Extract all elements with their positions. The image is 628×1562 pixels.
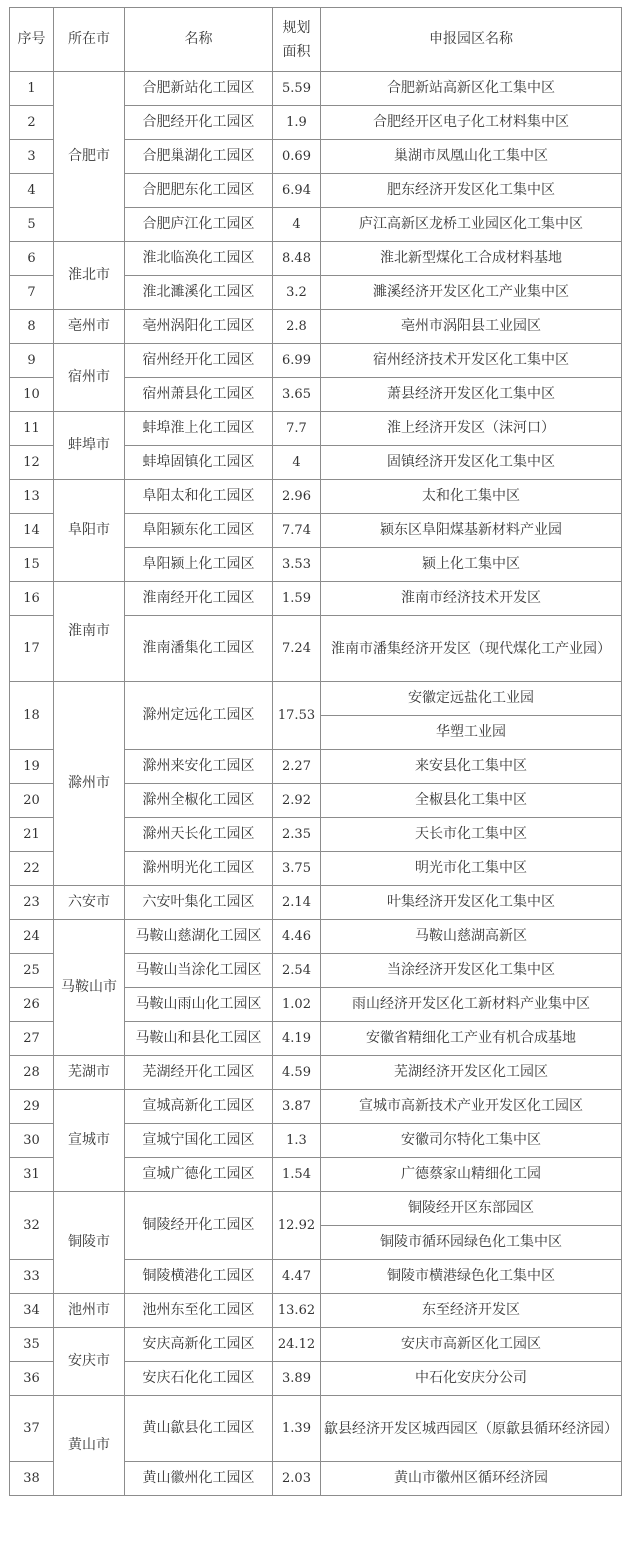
cell-seq: 23 (10, 886, 54, 920)
cell-declared: 太和化工集中区 (321, 480, 622, 514)
cell-seq: 22 (10, 852, 54, 886)
cell-declared: 当涂经济开发区化工集中区 (321, 954, 622, 988)
cell-seq: 29 (10, 1090, 54, 1124)
cell-city: 芜湖市 (54, 1056, 125, 1090)
chemical-park-table (9, 7, 622, 1496)
table-row (10, 1396, 622, 1462)
cell-seq: 16 (10, 582, 54, 616)
cell-declared: 全椒县化工集中区 (321, 784, 622, 818)
cell-name: 宣城高新化工园区 (125, 1090, 273, 1124)
cell-seq: 4 (10, 174, 54, 208)
cell-declared: 黄山市徽州区循环经济园 (321, 1462, 622, 1496)
cell-declared: 合肥经开区电子化工材料集中区 (321, 106, 622, 140)
cell-seq: 30 (10, 1124, 54, 1158)
table-row (10, 310, 622, 344)
cell-declared: 东至经济开发区 (321, 1294, 622, 1328)
cell-area: 7.74 (273, 514, 321, 548)
cell-seq: 11 (10, 412, 54, 446)
cell-name: 宣城宁国化工园区 (125, 1124, 273, 1158)
cell-name: 芜湖经开化工园区 (125, 1056, 273, 1090)
cell-declared: 华塑工业园 (321, 716, 622, 750)
cell-seq: 3 (10, 140, 54, 174)
cell-declared: 宣城市高新技术产业开发区化工园区 (321, 1090, 622, 1124)
cell-name: 马鞍山和县化工园区 (125, 1022, 273, 1056)
cell-declared: 合肥新站高新区化工集中区 (321, 72, 622, 106)
cell-declared: 明光市化工集中区 (321, 852, 622, 886)
cell-area: 3.2 (273, 276, 321, 310)
cell-name: 阜阳颍东化工园区 (125, 514, 273, 548)
cell-name: 黄山歙县化工园区 (125, 1396, 273, 1462)
cell-name: 合肥经开化工园区 (125, 106, 273, 140)
cell-area: 4 (273, 446, 321, 480)
cell-seq: 38 (10, 1462, 54, 1496)
cell-name: 淮南经开化工园区 (125, 582, 273, 616)
cell-declared: 固镇经济开发区化工集中区 (321, 446, 622, 480)
cell-name: 滁州明光化工园区 (125, 852, 273, 886)
cell-declared: 天长市化工集中区 (321, 818, 622, 852)
cell-area: 3.75 (273, 852, 321, 886)
table-row (10, 1192, 622, 1226)
table-row (10, 72, 622, 106)
cell-area: 1.9 (273, 106, 321, 140)
cell-seq: 5 (10, 208, 54, 242)
cell-area: 1.59 (273, 582, 321, 616)
cell-name: 淮南潘集化工园区 (125, 616, 273, 682)
cell-seq: 17 (10, 616, 54, 682)
cell-area: 7.24 (273, 616, 321, 682)
cell-declared: 叶集经济开发区化工集中区 (321, 886, 622, 920)
cell-declared: 宿州经济技术开发区化工集中区 (321, 344, 622, 378)
table-row (10, 886, 622, 920)
cell-declared: 萧县经济开发区化工集中区 (321, 378, 622, 412)
cell-declared: 安徽定远盐化工业园 (321, 682, 622, 716)
cell-seq: 31 (10, 1158, 54, 1192)
header-area (273, 8, 321, 72)
cell-seq: 32 (10, 1192, 54, 1260)
cell-seq: 2 (10, 106, 54, 140)
cell-name: 安庆石化化工园区 (125, 1362, 273, 1396)
cell-declared: 淮南市经济技术开发区 (321, 582, 622, 616)
cell-seq: 37 (10, 1396, 54, 1462)
cell-area: 2.8 (273, 310, 321, 344)
cell-declared: 巢湖市凤凰山化工集中区 (321, 140, 622, 174)
cell-city: 滁州市 (54, 682, 125, 886)
cell-name: 蚌埠淮上化工园区 (125, 412, 273, 446)
cell-seq: 21 (10, 818, 54, 852)
cell-seq: 1 (10, 72, 54, 106)
cell-declared: 安庆市高新区化工园区 (321, 1328, 622, 1362)
cell-name: 阜阳太和化工园区 (125, 480, 273, 514)
cell-name: 滁州天长化工园区 (125, 818, 273, 852)
table-row (10, 242, 622, 276)
cell-area: 1.39 (273, 1396, 321, 1462)
cell-declared: 肥东经济开发区化工集中区 (321, 174, 622, 208)
table-row (10, 344, 622, 378)
cell-name: 合肥巢湖化工园区 (125, 140, 273, 174)
cell-name: 亳州涡阳化工园区 (125, 310, 273, 344)
table-row (10, 920, 622, 954)
cell-city: 淮南市 (54, 582, 125, 682)
header-area-line2: 面积 (282, 43, 311, 60)
cell-city: 六安市 (54, 886, 125, 920)
header-city: 所在市 (54, 8, 125, 72)
cell-seq: 19 (10, 750, 54, 784)
cell-seq: 33 (10, 1260, 54, 1294)
cell-city: 铜陵市 (54, 1192, 125, 1294)
cell-area: 13.62 (273, 1294, 321, 1328)
cell-name: 宣城广德化工园区 (125, 1158, 273, 1192)
cell-area: 3.53 (273, 548, 321, 582)
cell-seq: 12 (10, 446, 54, 480)
cell-area: 5.59 (273, 72, 321, 106)
cell-name: 淮北临涣化工园区 (125, 242, 273, 276)
cell-area: 1.02 (273, 988, 321, 1022)
cell-declared: 淮北新型煤化工合成材料基地 (321, 242, 622, 276)
cell-area: 1.54 (273, 1158, 321, 1192)
cell-area: 2.14 (273, 886, 321, 920)
cell-area: 8.48 (273, 242, 321, 276)
cell-area: 6.94 (273, 174, 321, 208)
cell-seq: 20 (10, 784, 54, 818)
cell-declared: 濉溪经济开发区化工产业集中区 (321, 276, 622, 310)
table-row (10, 582, 622, 616)
cell-name: 六安叶集化工园区 (125, 886, 273, 920)
cell-city: 黄山市 (54, 1396, 125, 1496)
header-declared: 申报园区名称 (321, 8, 622, 72)
cell-city: 马鞍山市 (54, 920, 125, 1056)
cell-seq: 10 (10, 378, 54, 412)
cell-declared: 广德蔡家山精细化工园 (321, 1158, 622, 1192)
cell-declared: 淮南市潘集经济开发区（现代煤化工产业园） (321, 616, 622, 682)
table-row (10, 1090, 622, 1124)
cell-seq: 27 (10, 1022, 54, 1056)
cell-name: 宿州萧县化工园区 (125, 378, 273, 412)
cell-declared: 铜陵经开区东部园区 (321, 1192, 622, 1226)
cell-seq: 9 (10, 344, 54, 378)
cell-seq: 26 (10, 988, 54, 1022)
cell-area: 24.12 (273, 1328, 321, 1362)
cell-city: 亳州市 (54, 310, 125, 344)
cell-city: 宣城市 (54, 1090, 125, 1192)
cell-name: 马鞍山当涂化工园区 (125, 954, 273, 988)
cell-area: 3.89 (273, 1362, 321, 1396)
cell-seq: 7 (10, 276, 54, 310)
cell-area: 2.35 (273, 818, 321, 852)
cell-area: 2.03 (273, 1462, 321, 1496)
table-row (10, 412, 622, 446)
cell-name: 滁州来安化工园区 (125, 750, 273, 784)
cell-declared: 铜陵市横港绿色化工集中区 (321, 1260, 622, 1294)
header-seq: 序号 (10, 8, 54, 72)
cell-seq: 18 (10, 682, 54, 750)
cell-city: 宿州市 (54, 344, 125, 412)
cell-area: 4.47 (273, 1260, 321, 1294)
cell-seq: 35 (10, 1328, 54, 1362)
cell-area: 7.7 (273, 412, 321, 446)
cell-declared: 中石化安庆分公司 (321, 1362, 622, 1396)
cell-area: 6.99 (273, 344, 321, 378)
cell-declared: 颍东区阜阳煤基新材料产业园 (321, 514, 622, 548)
cell-name: 铜陵横港化工园区 (125, 1260, 273, 1294)
table-row (10, 682, 622, 716)
cell-seq: 34 (10, 1294, 54, 1328)
cell-seq: 15 (10, 548, 54, 582)
cell-area: 4.59 (273, 1056, 321, 1090)
cell-name: 黄山徽州化工园区 (125, 1462, 273, 1496)
cell-area: 3.87 (273, 1090, 321, 1124)
cell-name: 马鞍山慈湖化工园区 (125, 920, 273, 954)
cell-area: 0.69 (273, 140, 321, 174)
cell-seq: 14 (10, 514, 54, 548)
cell-area: 3.65 (273, 378, 321, 412)
table-body (10, 8, 622, 1496)
table-row (10, 1294, 622, 1328)
cell-name: 宿州经开化工园区 (125, 344, 273, 378)
cell-area: 2.92 (273, 784, 321, 818)
cell-name: 池州东至化工园区 (125, 1294, 273, 1328)
cell-area: 4 (273, 208, 321, 242)
cell-declared: 马鞍山慈湖高新区 (321, 920, 622, 954)
cell-declared: 歙县经济开发区城西园区（原歙县循环经济园） (321, 1396, 622, 1462)
cell-area: 2.27 (273, 750, 321, 784)
cell-seq: 8 (10, 310, 54, 344)
cell-name: 合肥新站化工园区 (125, 72, 273, 106)
cell-name: 滁州全椒化工园区 (125, 784, 273, 818)
cell-name: 合肥庐江化工园区 (125, 208, 273, 242)
table-row (10, 1056, 622, 1090)
cell-declared: 芜湖经济开发区化工园区 (321, 1056, 622, 1090)
cell-city: 安庆市 (54, 1328, 125, 1396)
cell-area: 1.3 (273, 1124, 321, 1158)
cell-declared: 亳州市涡阳县工业园区 (321, 310, 622, 344)
cell-seq: 24 (10, 920, 54, 954)
cell-seq: 13 (10, 480, 54, 514)
cell-city: 合肥市 (54, 72, 125, 242)
cell-name: 铜陵经开化工园区 (125, 1192, 273, 1260)
header-area-line1: 规划 (282, 19, 311, 36)
cell-declared: 安徽司尔特化工集中区 (321, 1124, 622, 1158)
cell-name: 淮北濉溪化工园区 (125, 276, 273, 310)
cell-seq: 6 (10, 242, 54, 276)
table-row (10, 480, 622, 514)
cell-area: 12.92 (273, 1192, 321, 1260)
cell-seq: 25 (10, 954, 54, 988)
cell-area: 2.54 (273, 954, 321, 988)
cell-city: 阜阳市 (54, 480, 125, 582)
cell-city: 蚌埠市 (54, 412, 125, 480)
cell-declared: 铜陵市循环园绿色化工集中区 (321, 1226, 622, 1260)
cell-name: 安庆高新化工园区 (125, 1328, 273, 1362)
cell-name: 阜阳颍上化工园区 (125, 548, 273, 582)
cell-declared: 庐江高新区龙桥工业园区化工集中区 (321, 208, 622, 242)
cell-seq: 36 (10, 1362, 54, 1396)
cell-area: 2.96 (273, 480, 321, 514)
cell-seq: 28 (10, 1056, 54, 1090)
cell-name: 马鞍山雨山化工园区 (125, 988, 273, 1022)
cell-city: 淮北市 (54, 242, 125, 310)
cell-declared: 雨山经济开发区化工新材料产业集中区 (321, 988, 622, 1022)
cell-declared: 安徽省精细化工产业有机合成基地 (321, 1022, 622, 1056)
cell-name: 合肥肥东化工园区 (125, 174, 273, 208)
cell-declared: 淮上经济开发区（沫河口） (321, 412, 622, 446)
header-name: 名称 (125, 8, 273, 72)
cell-declared: 来安县化工集中区 (321, 750, 622, 784)
cell-name: 蚌埠固镇化工园区 (125, 446, 273, 480)
header-row (10, 8, 622, 72)
cell-area: 4.19 (273, 1022, 321, 1056)
cell-area: 4.46 (273, 920, 321, 954)
cell-name: 滁州定远化工园区 (125, 682, 273, 750)
cell-declared: 颍上化工集中区 (321, 548, 622, 582)
cell-city: 池州市 (54, 1294, 125, 1328)
cell-area: 17.53 (273, 682, 321, 750)
table-row (10, 1328, 622, 1362)
